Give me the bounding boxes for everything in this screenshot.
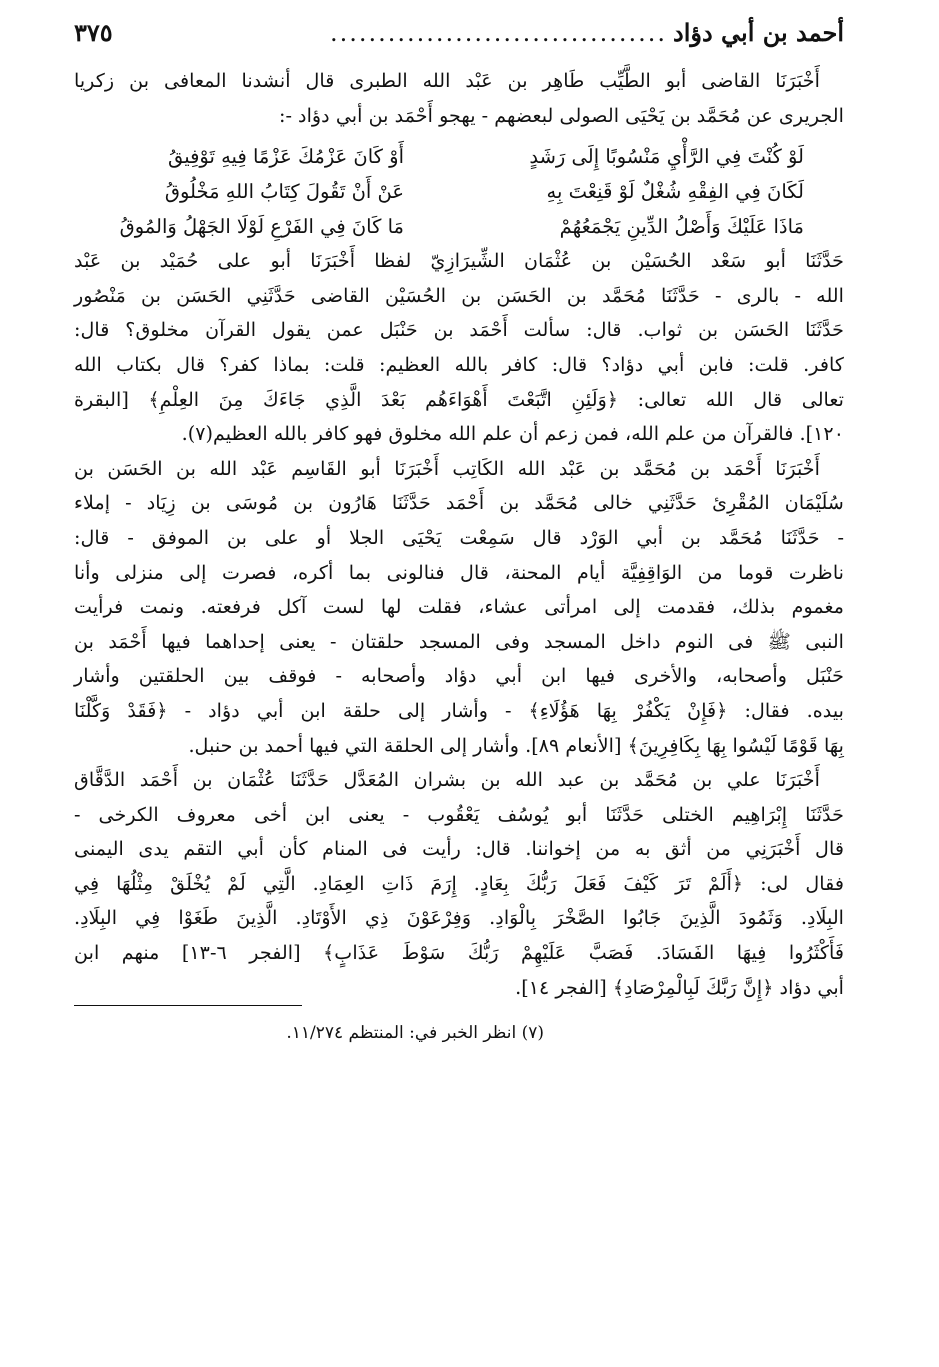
text-line: أبي دؤاد ﴿إِنَّ رَبَّكَ لَبِالْمِرْصَادِ﴾ [الفجر ١٤]. [515, 975, 844, 999]
text-line: بِهَا قَوْمًا لَيْسُوا بِهَا بِكَافِرِينَ﴾ [الأنعام ٨٩]. وأشار إلى الحلقة التي فيها أحمد بن حنبل. [188, 733, 844, 757]
first-hemistich: لَكَانَ فِي الفِقْهِ شُغْلٌ لَوْ قَنِعْتَ بِهِ [546, 180, 804, 204]
text-line: حَدَّثَنَا الحَسَن بن ثواب. قال: سألت أَحْمَد بن حَنْبَل عمن يقول القرآن مخلوق؟ قال: [74, 318, 844, 342]
book-page [74, 18, 844, 1048]
text-line: - حَدَّثَنَا مُحَمَّد بن أبي الوَرْد قال سَمِعْت يَحْيَى الجلا أو على بن الموفق - قال: [74, 525, 844, 549]
text-line: سُلَيْمَان المُقْرِئ حَدَّثَنِي خالى مُحَمَّد بن أَحْمَد حَدَّثَنَا هَارُون بن مُوسَى بن زِيَاد - إملاء [74, 491, 844, 515]
text-line: الله - بالرى - حَدَّثَنَا مُحَمَّد بن الحَسَن بن الحُسَيْن القاضى حَدَّثَنِي الحَسَن بن مَنْصُور [74, 283, 844, 307]
text-line: ناظرت قوما من الوَاقِفِيَّة أيام المحنة، قال فنالونى بما أكره، فصرت إلى منزلى وأنا [74, 560, 845, 584]
text-line: مغموم بذلك، فقدمت إلى امرأتى عشاء، فقلت لها لست آكل فرفعته. ونمت فرأيت [74, 595, 844, 619]
running-title: أحمد بن أبي دؤاد [673, 18, 844, 47]
text-line: بيده. فقال: ﴿فَإِنْ يَكْفُرْ بِهَا هَؤُلَاءِ﴾ - وأشار إلى حلقة ابن أبي دؤاد - ﴿فَقَدْ وَكَّلْنَا [74, 698, 844, 722]
second-hemistich: مَا كَانَ فِي الفَرْعِ لَوْلَا الجَهْلُ وَالمُوقُ [119, 215, 404, 239]
header-leader-dots: ................................... [330, 19, 668, 47]
text-line: أَخْبَرَنَا علي بن مُحَمَّد بن عبد الله بن بشران المُعَدَّل حَدَّثَنَا عُثْمَان بن أَحْمَد الدَّقَّاق [74, 768, 820, 792]
text-line: البِلَادِ. وَثَمُودَ الَّذِينَ جَابُوا الصَّخْرَ بِالْوَادِ. وَفِرْعَوْنَ ذِي الأَوْتَادِ. الَّذِينَ طَغَوْا فِي البِلَادِ. [74, 906, 844, 930]
text-line: أَخْبَرَنَا أَحْمَد بن مُحَمَّد بن عَبْد الله الكَاتِب أَخْبَرَنَا أبو القَاسِم عَبْد الله بن الحَسَن بن [74, 456, 820, 480]
text-line: فقال لى: ﴿أَلَمْ تَرَ كَيْفَ فَعَلَ رَبُّكَ بِعَادٍ. إِرَمَ ذَاتِ العِمَادِ. الَّتِي لَمْ يُخْلَقْ مِثْلُهَا فِي [74, 871, 844, 895]
page-number: ٣٧٥ [74, 18, 113, 47]
verse-row [74, 139, 844, 174]
text-line: النبى ﷺ فى النوم داخل المسجد وفى المسجد حلقتان - يعنى إحداهما فيها أَحْمَد بن [74, 629, 844, 653]
text-line: حَنْبَل وأصحابه، والأخرى فيها ابن أبي دؤاد وأصحابه - فوقف بين الحلقتين وأشار [74, 664, 844, 688]
second-hemistich: عَنْ أَنْ تَقُولَ كِتَابُ اللهِ مَخْلُوقُ [164, 180, 404, 204]
paragraph-1 [74, 64, 844, 133]
paragraph-3 [74, 452, 844, 763]
text-line: ١٢٠]. فالقرآن من علم الله، فمن زعم أن علم الله مخلوق فهو كافر بالله العظيم(٧). [181, 422, 844, 446]
verse-row [74, 209, 844, 244]
footnote-separator [74, 1005, 302, 1006]
text-line: قال أَخْبَرَنِي من أثق به من إخواننا. قال: رأيت فى المنام كأن أبي التقم يدى اليمنى [74, 837, 844, 861]
verse-row [74, 174, 844, 209]
paragraph-2 [74, 244, 844, 452]
text-line: الجريرى عن مُحَمَّد بن يَحْيَى الصولى لبعضهم - يهجو أَحْمَد بن أبي دؤاد -: [278, 103, 844, 127]
text-line: أَخْبَرَنَا القاضى أبو الطَّيِّب طَاهِر بن عَبْد الله الطبرى قال أنشدنا المعافى بن زكريا [74, 69, 820, 92]
paragraph-4 [74, 763, 844, 1005]
running-header [74, 18, 844, 64]
text-line: تعالى قال الله تعالى: ﴿وَلَئِنِ اتَّبَعْتَ أَهْوَاءَهُم بَعْدَ الَّذِي جَاءَكَ مِنَ العِلْمِ﴾ [البقرة [74, 387, 844, 411]
text-line: كافر. قلت: فابن أبي دؤاد؟ قال: كافر بالله العظيم: قلت: بماذا كفر؟ قال بكتاب الله [74, 352, 844, 376]
text-line: حَدَّثَنَا أبو سَعْد الحُسَيْن بن عُثْمَان الشِّيرَازِيّ لفظا أَخْبَرَنَا أبو على حُمَيْد بن عَبْد [74, 249, 844, 273]
first-hemistich: مَاذَا عَلَيْكَ وَأَصْلُ الدِّينِ يَجْمَعُهُمْ [559, 215, 804, 239]
second-hemistich: أَوْ كَانَ عَزْمُكَ عَزْمًا فِيهِ تَوْفِيقُ [167, 145, 404, 169]
footnote: (٧) انظر الخبر في: المنتظم ١١/٢٧٤. [286, 1023, 544, 1044]
first-hemistich: لَوْ كُنْتَ فِي الرَّأْيِ مَنْسُوبًا إِلَى رَشَدٍ [529, 145, 804, 169]
poem-verses [74, 139, 844, 244]
text-line: حَدَّثَنَا إِبْرَاهِيم الختلى حَدَّثَنَا أبو يُوسُف يَعْقُوب - يعنى ابن أخى معروف الكرخى - [74, 802, 844, 826]
text-line: فَأَكْثَرُوا فِيهَا الفَسَادَ. فَصَبَّ عَلَيْهِمْ رَبُّكَ سَوْطَ عَذَابٍ﴾ [الفجر ٦-١٣] منهم ابن [74, 941, 844, 965]
